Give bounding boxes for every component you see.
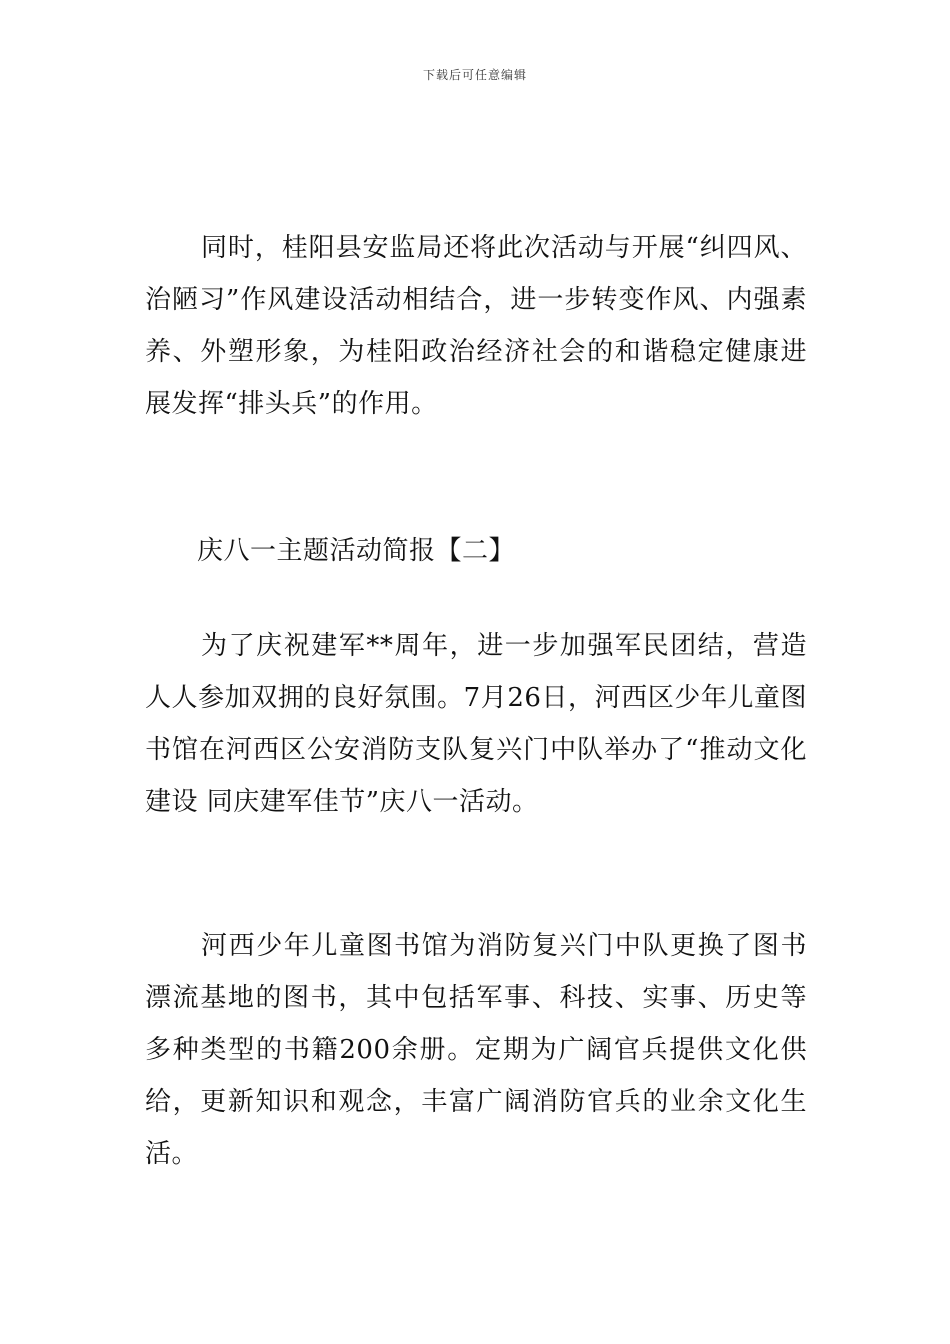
header-note: 下载后可任意编辑 xyxy=(422,68,527,82)
section-heading-bayi-briefing: 庆八一主题活动简报【二】 xyxy=(197,536,516,566)
paragraph-anjianju-activity: 同时，桂阳县安监局还将此次活动与开展“纠四风、治陋习”作风建设活动相结合，进一步转变作风、内强素养、外塑形象，为桂阳政治经济社会的和谐稳定健康进展发挥“排头兵”的作用。 xyxy=(145,233,807,419)
paragraph-book-exchange: 河西少年儿童图书馆为消防复兴门中队更换了图书漂流基地的图书，其中包括军事、科技、实事、历史等多种类型的书籍200余册。定期为广阔官兵提供文化供给，更新知识和观念，丰富广阔消防官兵的业余文化生活。 xyxy=(145,931,807,1169)
paragraph-library-event: 为了庆祝建军**周年，进一步加强军民团结，营造人人参加双拥的良好氛围。7月26日，河西区少年儿童图书馆在河西区公安消防支队复兴门中队举办了“推动文化建设 同庆建军佳节”庆八一活动。 xyxy=(145,631,807,817)
